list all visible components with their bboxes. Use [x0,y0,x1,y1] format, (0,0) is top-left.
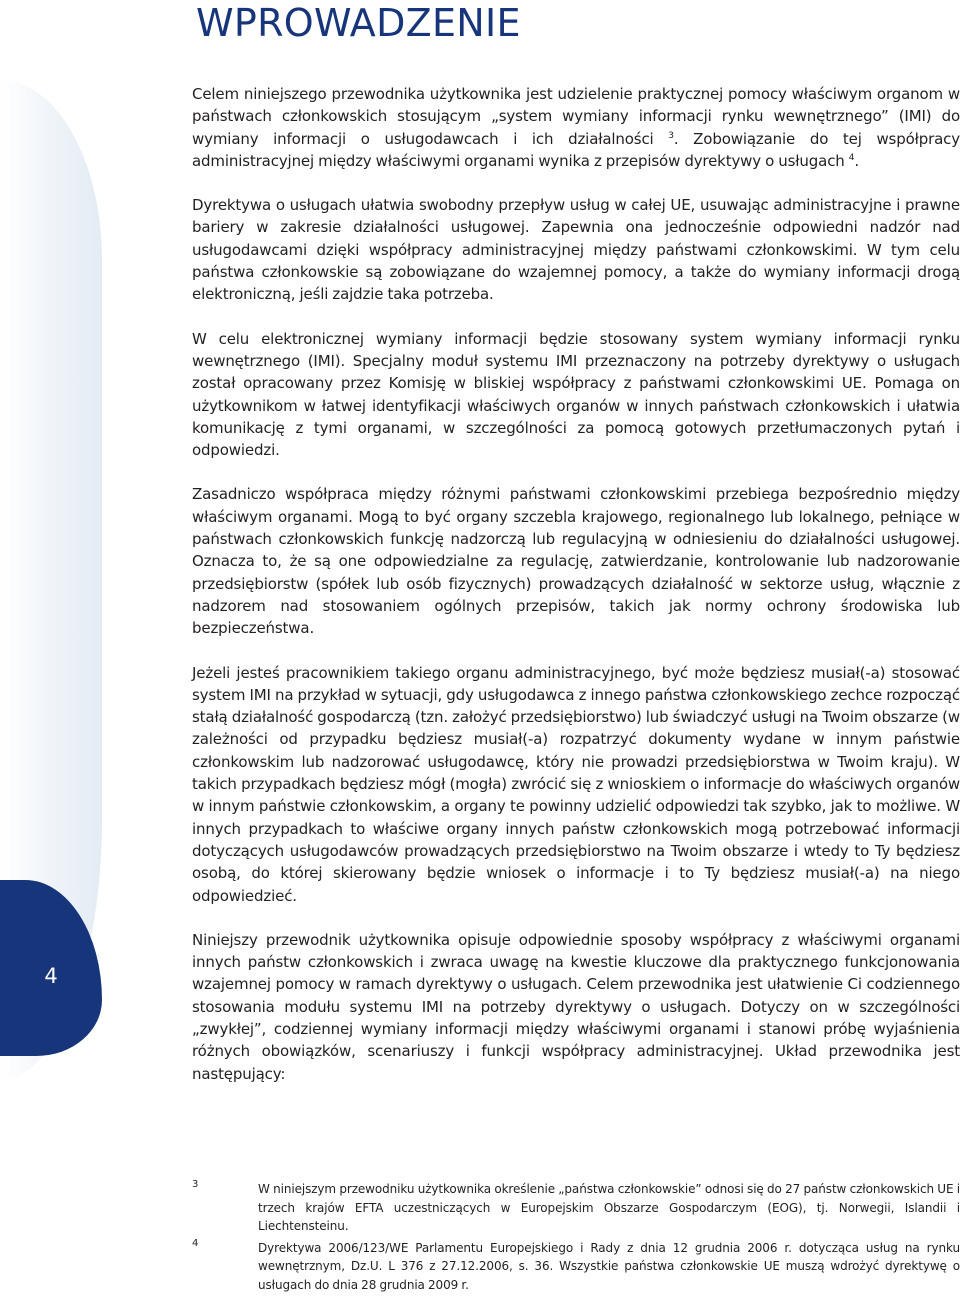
paragraph-2 [192,194,960,305]
page-number: 4 [44,964,58,988]
paragraph-1 [192,83,960,172]
paragraph-text: Dyrektywa o usługach ułatwia swobodny przepływ usług w całej UE, usuwając administracyjne i prawne bariery w zakresie działalności usługowej. Zapewnia ona jednocześnie odpowiedni nadzór nad usługodawcami dzięki współpracy administracyjnej między państwami członkowskimi. W tym celu państwa członkowskie są zobowiązane do wzajemnej pomocy, a także do wymiany informacji drogą elektroniczną, jeśli zajdzie taka potrzeba. [192,196,960,304]
paragraph-text: Zasadniczo współpraca między różnymi państwami członkowskimi przebiega bezpośrednio między właściwym organami. Mogą to być organy szczebla krajowego, regionalnego lub lokalnego, pełniące w państwach członkowskich funkcję nadzorczą lub regulacyjną w odniesieniu do działalności usługowej. Oznacza to, że są one odpowiedzialne za regulację, zatwierdzanie, kontrolowanie lub nadzorowanie przedsiębiorstw (spółek lub osób fizycznych) prowadzących działalność w sektorze usług, włącznie z nadzorem nad stosowaniem ogólnych przepisów, takich jak normy ochrony środowiska lub bezpieczeństwa. [192,485,960,638]
paragraph-text: W celu elektronicznej wymiany informacji będzie stosowany system wymiany informacji rynku wewnętrznego (IMI). Specjalny moduł systemu IMI przeznaczony na potrzeby dyrektywy o usługach został opracowany przez Komisję w bliskiej współpracy z państwami członkowskimi UE. Pomaga on użytkownikom w łatwej identyfikacji właściwych organów w innych państwach członkowskich i ułatwia komunikację z tymi organami, w szczególności za pomocą gotowych przetłumaczonych pytań i odpowiedzi. [192,329,960,460]
paragraph-text: Jeżeli jesteś pracownikiem takiego organu administracyjnego, być może będziesz musiał(-a) stosować system IMI na przykład w sytuacji, gdy usługodawca z innego państwa członkowskiego zechce rozpocząć stałą działalność gospodarczą (tzn. założyć przedsiębiorstwo) lub świadczyć usługi na Twoim obszarze (w zależności od przypadku będziesz musiał(-a) rozpatrzyć dokumenty wydane w innym państwie członkowskim lub nadzorować usługodawcę, który nie prowadzi przedsiębiorstwa w Twoim kraju). W takich przypadkach będziesz mógł (mogła) zwrócić się z wnioskiem o informacje do właściwych organów w innym państwie członkowskim, a organy te powinny udzielić odpowiedzi tak szybko, jak to możliwe. W innych przypadkach to właściwe organy innych państw członkowskich mogą potrzebować informacji dotyczących usługodawców prowadzących przedsiębiorstwo na Twoim obszarze i wtedy to Ty będziesz osobą, do której skierowany będzie wniosek o informacje i to Ty będziesz musiał(-a) na niego odpowiedzieć. [192,663,960,905]
footnote-4 [192,1239,960,1295]
footnote-3 [192,1180,960,1236]
paragraph-5 [192,662,960,907]
body-text [192,83,960,1107]
paragraph-text: Celem niniejszego przewodnika użytkownika jest udzielenie praktycznej pomocy właściwym organom w państwach członkowskich stosującym „system wymiany informacji rynku wewnętrznego” (IMI) do wymiany informacji o usługodawcach i ich działalności [192,85,960,148]
footnote-ref: 3 [668,130,674,141]
page-title: WPROWADZENIE [196,1,521,45]
footnote-text: W niniejszym przewodniku użytkownika określenie „państwa członkowskie” odnosi się do 27 państw członkowskich UE i trzech krajów EFTA uczestniczących w Europejskim Obszarze Gospodarczym (EOG), tj. Norwegii, Islandii i Liechtensteinu. [258,1182,960,1233]
paragraph-3 [192,328,960,462]
paragraph-4 [192,483,960,639]
footnote-number: 4 [192,1237,199,1249]
footnote-number: 3 [192,1179,199,1190]
paragraph-text: Niniejszy przewodnik użytkownika opisuje odpowiednie sposoby współpracy z właściwymi organami innych państw członkowskich i zwraca uwagę na kwestie kluczowe dla praktycznego funkcjonowania wzajemnej pomocy w ramach dyrektywy o usługach. Celem przewodnika jest ułatwienie Ci codziennego stosowania modułu systemu IMI na potrzeby dyrektywy o usługach. Dotyczy on w szczególności „zwykłej”, codziennej wymiany informacji między właściwymi organami i stanowi próbę wyjaśnienia różnych obowiązków, scenariuszy i funkcji współpracy administracyjnej. Układ przewodnika jest następujący: [192,930,960,1083]
footnote-ref: 4 [848,152,855,163]
paragraph-6 [192,929,960,1085]
footnotes [192,1180,960,1296]
footnote-text: Dyrektywa 2006/123/WE Parlamentu Europejskiego i Rady z dnia 12 grudnia 2006 r. dotycząca usług na rynku wewnętrznym, Dz.U. L 376 z 27.12.2006, s. 36. Wszystkie państwa członkowskie UE muszą wdrożyć dyrektywę o usługach do dnia 28 grudnia 2009 r. [258,1240,960,1292]
paragraph-text: . Zobowiązanie do tej współpracy administracyjnej między właściwymi organami wynika z przepisów dyrektywy o usługach [192,129,960,170]
paragraph-text: . [854,151,859,170]
